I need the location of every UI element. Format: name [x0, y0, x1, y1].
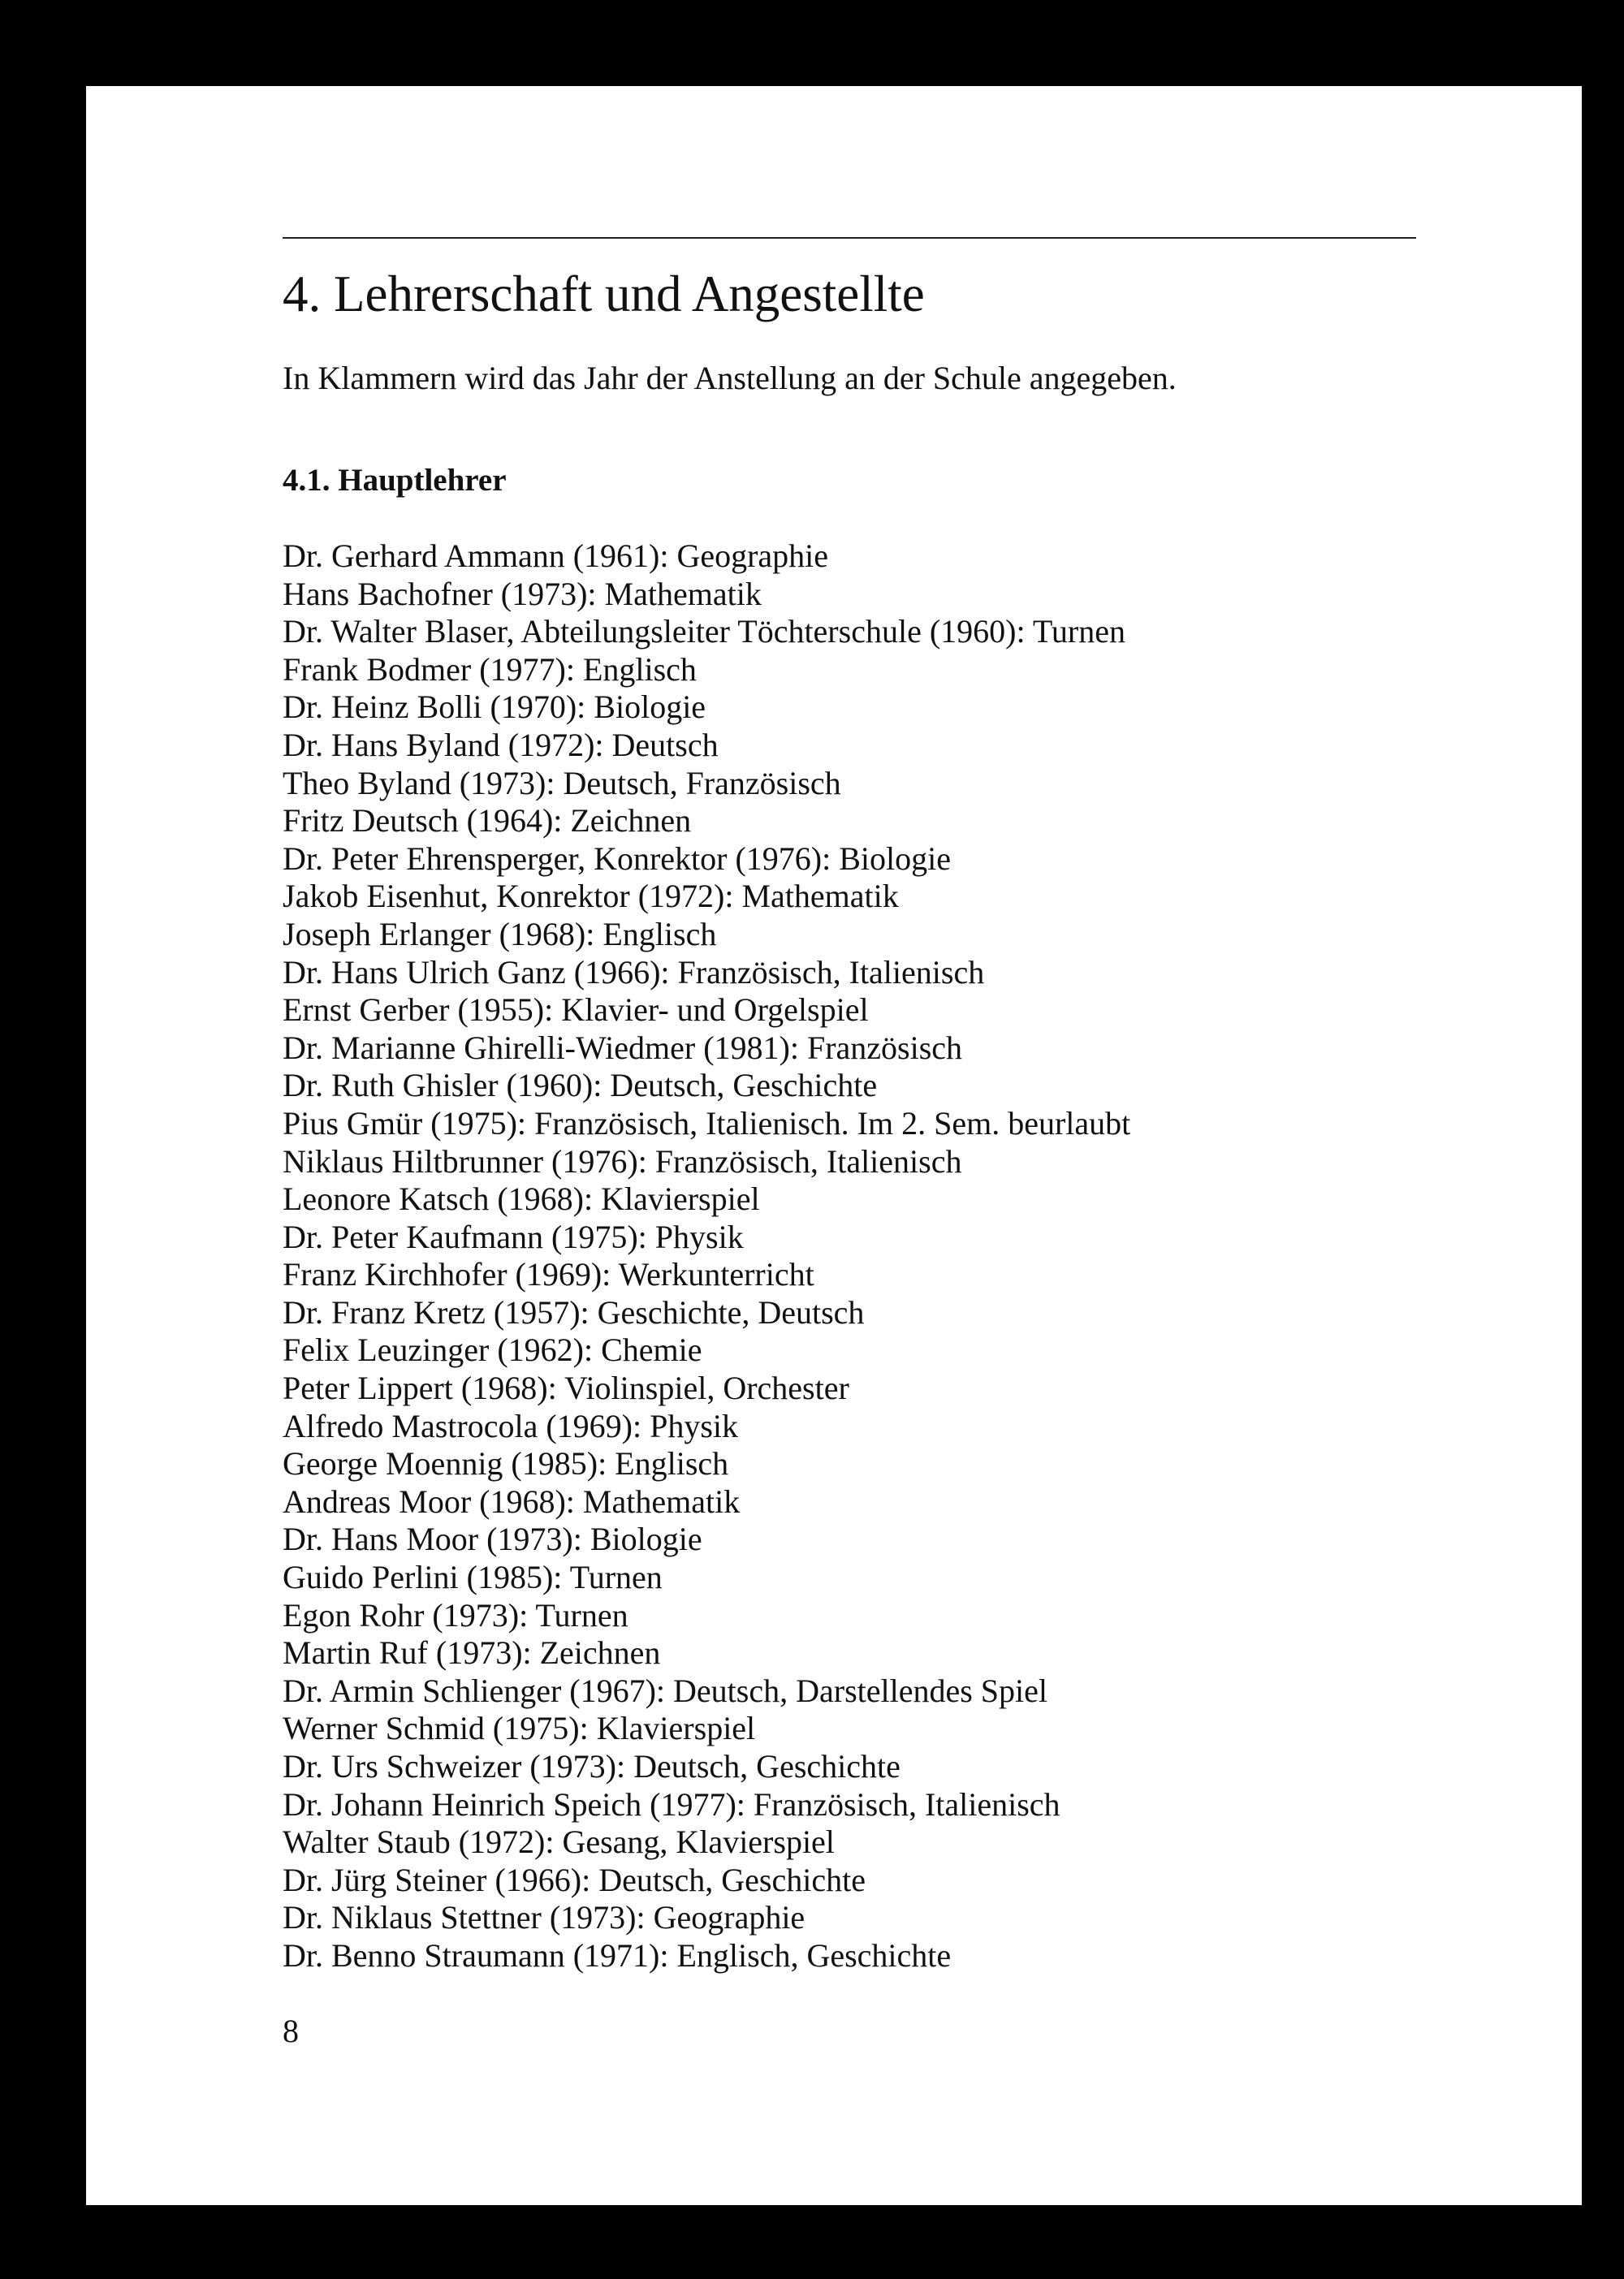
- chapter-intro: In Klammern wird das Jahr der Anstellung an der Schule angegeben.: [283, 360, 1177, 396]
- page-number: 8: [283, 2013, 299, 2049]
- teacher-entry: Hans Bachofner (1973): Mathematik: [283, 575, 762, 612]
- teacher-entry: Theo Byland (1973): Deutsch, Französisch: [283, 764, 841, 801]
- teacher-entry: Martin Ruf (1973): Zeichnen: [283, 1634, 661, 1672]
- teacher-entry: Niklaus Hiltbrunner (1976): Französisch, Italienisch: [283, 1142, 962, 1180]
- teacher-entry: Dr. Hans Byland (1972): Deutsch: [283, 726, 719, 763]
- teacher-entry: Guido Perlini (1985): Turnen: [283, 1559, 663, 1596]
- teacher-entry: Joseph Erlanger (1968): Englisch: [283, 915, 717, 952]
- teacher-list: [283, 537, 1130, 1975]
- teacher-entry: Dr. Walter Blaser, Abteilungsleiter Töchterschule (1960): Turnen: [283, 613, 1125, 650]
- teacher-entry: Dr. Peter Ehrensperger, Konrektor (1976): Biologie: [283, 840, 952, 877]
- teacher-entry: Dr. Armin Schlienger (1967): Deutsch, Darstellendes Spiel: [283, 1672, 1048, 1709]
- teacher-entry: Pius Gmür (1975): Französisch, Italienisch. Im 2. Sem. beurlaubt: [283, 1104, 1131, 1142]
- chapter-title: 4. Lehrerschaft und Angestellte: [283, 265, 925, 322]
- teacher-entry: Ernst Gerber (1955): Klavier- und Orgelspiel: [283, 991, 869, 1029]
- chapter-rule: [283, 237, 1416, 239]
- teacher-entry: Franz Kirchhofer (1969): Werkunterricht: [283, 1256, 814, 1293]
- teacher-entry: Dr. Hans Ulrich Ganz (1966): Französisch, Italienisch: [283, 953, 985, 991]
- teacher-entry: Alfredo Mastrocola (1969): Physik: [283, 1407, 739, 1444]
- teacher-entry: Andreas Moor (1968): Mathematik: [283, 1483, 741, 1520]
- teacher-entry: Dr. Gerhard Ammann (1961): Geographie: [283, 537, 829, 574]
- teacher-entry: Dr. Hans Moor (1973): Biologie: [283, 1521, 702, 1558]
- teacher-entry: Werner Schmid (1975): Klavierspiel: [283, 1710, 756, 1747]
- teacher-entry: Frank Bodmer (1977): Englisch: [283, 650, 697, 688]
- teacher-entry: Fritz Deutsch (1964): Zeichnen: [283, 802, 692, 840]
- section-title: 4.1. Hauptlehrer: [283, 463, 507, 498]
- teacher-entry: Dr. Niklaus Stettner (1973): Geographie: [283, 1899, 806, 1936]
- teacher-entry: Walter Staub (1972): Gesang, Klavierspiel: [283, 1824, 835, 1861]
- teacher-entry: Dr. Benno Straumann (1971): Englisch, Geschichte: [283, 1936, 952, 1974]
- teacher-entry: Dr. Marianne Ghirelli-Wiedmer (1981): Französisch: [283, 1029, 963, 1066]
- teacher-entry: Dr. Ruth Ghisler (1960): Deutsch, Geschichte: [283, 1067, 878, 1104]
- teacher-entry: Leonore Katsch (1968): Klavierspiel: [283, 1181, 760, 1218]
- teacher-entry: Dr. Heinz Bolli (1970): Biologie: [283, 688, 706, 726]
- teacher-entry: Dr. Urs Schweizer (1973): Deutsch, Geschichte: [283, 1748, 901, 1785]
- teacher-entry: Felix Leuzinger (1962): Chemie: [283, 1332, 702, 1369]
- teacher-entry: Dr. Jürg Steiner (1966): Deutsch, Geschichte: [283, 1861, 866, 1898]
- teacher-entry: Dr. Johann Heinrich Speich (1977): Französisch, Italienisch: [283, 1785, 1060, 1823]
- teacher-entry: Dr. Franz Kretz (1957): Geschichte, Deutsch: [283, 1293, 865, 1331]
- teacher-entry: Egon Rohr (1973): Turnen: [283, 1596, 628, 1634]
- teacher-entry: George Moennig (1985): Englisch: [283, 1445, 729, 1483]
- teacher-entry: Peter Lippert (1968): Violinspiel, Orchester: [283, 1370, 849, 1407]
- teacher-entry: Dr. Peter Kaufmann (1975): Physik: [283, 1218, 744, 1255]
- teacher-entry: Jakob Eisenhut, Konrektor (1972): Mathematik: [283, 878, 899, 915]
